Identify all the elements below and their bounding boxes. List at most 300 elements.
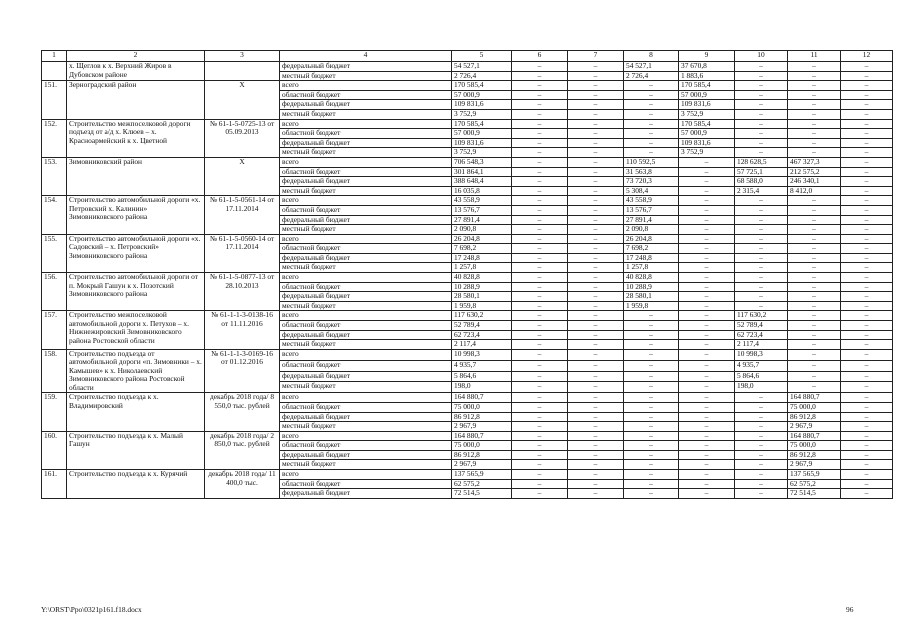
amount-cell: – (841, 109, 893, 119)
amount-cell: – (735, 129, 788, 139)
amount-cell: – (788, 81, 841, 91)
amount-cell: – (735, 100, 788, 110)
amount-cell: – (735, 71, 788, 81)
amount-cell: – (624, 360, 679, 371)
amount-cell: – (841, 441, 893, 451)
amount-cell: 164 880,7 (452, 393, 512, 403)
table-row (42, 273, 893, 283)
amount-cell: – (679, 470, 735, 480)
document-cell: декабрь 2018 года/ 2 850,0 тыс. рублей (205, 431, 280, 469)
amount-cell: 17 248,8 (624, 253, 679, 263)
amount-cell: – (788, 138, 841, 148)
amount-cell: – (679, 489, 735, 499)
funding-source-cell: федеральный бюджет (280, 253, 452, 263)
funding-source-cell: федеральный бюджет (280, 412, 452, 422)
object-name-cell: Зерноградский район (67, 81, 205, 119)
amount-cell: – (679, 321, 735, 331)
funding-source-cell: федеральный бюджет (280, 62, 452, 72)
amount-cell: – (735, 282, 788, 292)
amount-cell: – (512, 100, 568, 110)
amount-cell: – (841, 215, 893, 225)
amount-cell: – (841, 460, 893, 470)
amount-cell: – (841, 244, 893, 254)
amount-cell: – (788, 196, 841, 206)
amount-cell: 26 204,8 (452, 234, 512, 244)
amount-cell: – (568, 138, 624, 148)
funding-source-cell: местный бюджет (280, 340, 452, 350)
amount-cell: – (568, 330, 624, 340)
amount-cell: – (841, 263, 893, 273)
column-number-cell: 11 (788, 51, 841, 62)
footer-file-path: Y:\ORST\Ppo\0321p161.f18.docx (41, 605, 142, 614)
amount-cell: – (679, 292, 735, 302)
amount-cell: – (841, 450, 893, 460)
object-name-cell: Строительство подъезда от автомобильной дороги «п. Зимовники – х. Камышев» к х. Николаевский Зимовниковского района Ростовской области (67, 349, 205, 393)
table-row (42, 157, 893, 167)
amount-cell: – (624, 371, 679, 382)
funding-source-cell: всего (280, 234, 452, 244)
amount-cell: 2 967,9 (452, 460, 512, 470)
amount-cell: – (512, 301, 568, 311)
amount-cell: – (624, 330, 679, 340)
table-row (42, 349, 893, 360)
amount-cell: – (788, 205, 841, 215)
amount-cell: – (679, 479, 735, 489)
column-number-cell: 12 (841, 51, 893, 62)
document-cell: декабрь 2018 года/ 8 550,0 тыс. рублей (205, 393, 280, 431)
amount-cell: 110 592,5 (624, 157, 679, 167)
amount-cell: – (512, 119, 568, 129)
budget-table (41, 50, 893, 499)
funding-source-cell: федеральный бюджет (280, 138, 452, 148)
amount-cell: – (512, 244, 568, 254)
amount-cell: 13 576,7 (624, 205, 679, 215)
amount-cell: – (841, 234, 893, 244)
amount-cell: 40 828,8 (624, 273, 679, 283)
funding-source-cell: всего (280, 196, 452, 206)
table-row (42, 311, 893, 321)
column-number-cell: 6 (512, 51, 568, 62)
document-cell: № 61-1-5-0561-14 от 17.11.2014 (205, 196, 280, 234)
funding-source-cell: всего (280, 119, 452, 129)
amount-cell: – (679, 263, 735, 273)
amount-cell: – (624, 311, 679, 321)
amount-cell: 86 912,8 (452, 450, 512, 460)
amount-cell: – (735, 460, 788, 470)
amount-cell: – (841, 186, 893, 196)
amount-cell: 54 527,1 (452, 62, 512, 72)
amount-cell: – (735, 479, 788, 489)
amount-cell: – (735, 441, 788, 451)
amount-cell: 43 558,9 (624, 196, 679, 206)
amount-cell: 117 630,2 (452, 311, 512, 321)
amount-cell: – (568, 340, 624, 350)
amount-cell: – (624, 90, 679, 100)
amount-cell: – (512, 167, 568, 177)
amount-cell: – (568, 225, 624, 235)
document-cell: декабрь 2018 года/ 11 400,0 тыс. (205, 470, 280, 499)
column-number-cell: 4 (280, 51, 452, 62)
amount-cell: – (735, 148, 788, 158)
amount-cell: – (568, 177, 624, 187)
amount-cell: – (512, 148, 568, 158)
amount-cell: – (512, 81, 568, 91)
amount-cell: – (568, 90, 624, 100)
amount-cell: – (568, 431, 624, 441)
amount-cell: – (568, 205, 624, 215)
amount-cell: 137 565,9 (452, 470, 512, 480)
amount-cell: 17 248,8 (452, 253, 512, 263)
funding-source-cell: местный бюджет (280, 109, 452, 119)
amount-cell: – (679, 441, 735, 451)
funding-source-cell: федеральный бюджет (280, 100, 452, 110)
amount-cell: – (512, 321, 568, 331)
amount-cell: – (735, 253, 788, 263)
amount-cell: 128 628,5 (735, 157, 788, 167)
amount-cell: – (512, 422, 568, 432)
amount-cell: – (735, 119, 788, 129)
amount-cell: 10 998,3 (452, 349, 512, 360)
amount-cell: 62 723,4 (735, 330, 788, 340)
funding-source-cell: местный бюджет (280, 71, 452, 81)
amount-cell: – (735, 273, 788, 283)
amount-cell: – (512, 225, 568, 235)
amount-cell: – (568, 215, 624, 225)
funding-source-cell: всего (280, 273, 452, 283)
amount-cell: – (568, 273, 624, 283)
amount-cell: 57 000,9 (679, 90, 735, 100)
amount-cell: – (679, 340, 735, 350)
row-number-cell: 161. (42, 470, 67, 499)
funding-source-cell: областной бюджет (280, 441, 452, 451)
amount-cell: – (841, 360, 893, 371)
amount-cell: – (841, 311, 893, 321)
document-cell: Х (205, 157, 280, 195)
document-cell: № 61-1-5-0560-14 от 17.11.2014 (205, 234, 280, 272)
column-number-cell: 9 (679, 51, 735, 62)
amount-cell: – (735, 62, 788, 72)
amount-cell: 109 831,6 (452, 138, 512, 148)
object-name-cell: Строительство автомобильной дороги от п. Мокрый Гашун к х. Позотский Зимовниковского района (67, 273, 205, 311)
amount-cell: – (624, 441, 679, 451)
amount-cell: – (679, 177, 735, 187)
amount-cell: 52 789,4 (452, 321, 512, 331)
amount-cell: 2 967,9 (788, 460, 841, 470)
amount-cell: 5 308,4 (624, 186, 679, 196)
amount-cell: – (512, 340, 568, 350)
table-row (42, 393, 893, 403)
amount-cell: – (841, 330, 893, 340)
amount-cell: – (568, 196, 624, 206)
amount-cell: 62 575,2 (788, 479, 841, 489)
funding-source-cell: всего (280, 393, 452, 403)
amount-cell: – (788, 234, 841, 244)
amount-cell: 3 752,9 (679, 148, 735, 158)
amount-cell: – (679, 244, 735, 254)
amount-cell: 75 000,0 (452, 441, 512, 451)
amount-cell: – (568, 470, 624, 480)
amount-cell: – (788, 360, 841, 371)
amount-cell: 75 000,0 (788, 402, 841, 412)
amount-cell: – (679, 234, 735, 244)
amount-cell: – (841, 177, 893, 187)
amount-cell: – (568, 62, 624, 72)
amount-cell: – (841, 81, 893, 91)
amount-cell: 198,0 (735, 382, 788, 393)
amount-cell: – (568, 100, 624, 110)
amount-cell: 388 648,4 (452, 177, 512, 187)
amount-cell: 3 752,9 (452, 148, 512, 158)
row-number-cell: 152. (42, 119, 67, 157)
amount-cell: – (735, 263, 788, 273)
amount-cell: – (735, 244, 788, 254)
amount-cell: – (735, 489, 788, 499)
amount-cell: – (841, 349, 893, 360)
funding-source-cell: всего (280, 431, 452, 441)
amount-cell: 68 588,0 (735, 177, 788, 187)
amount-cell: – (624, 422, 679, 432)
funding-source-cell: областной бюджет (280, 244, 452, 254)
amount-cell: – (788, 129, 841, 139)
document-cell: № 61-1-5-0877-13 от 28.10.2013 (205, 273, 280, 311)
amount-cell: – (788, 148, 841, 158)
amount-cell: – (568, 489, 624, 499)
amount-cell: – (679, 205, 735, 215)
amount-cell: – (788, 100, 841, 110)
amount-cell: – (679, 215, 735, 225)
amount-cell: 86 912,8 (452, 412, 512, 422)
amount-cell: – (788, 244, 841, 254)
amount-cell: – (624, 412, 679, 422)
amount-cell: – (512, 470, 568, 480)
amount-cell: – (841, 371, 893, 382)
amount-cell: 13 576,7 (452, 205, 512, 215)
amount-cell: – (624, 382, 679, 393)
amount-cell: – (679, 330, 735, 340)
amount-cell: – (841, 119, 893, 129)
amount-cell: – (624, 470, 679, 480)
amount-cell: – (624, 393, 679, 403)
amount-cell: – (568, 349, 624, 360)
amount-cell: – (735, 301, 788, 311)
amount-cell: – (788, 301, 841, 311)
amount-cell: 109 831,6 (679, 100, 735, 110)
funding-source-cell: всего (280, 470, 452, 480)
amount-cell: – (735, 234, 788, 244)
amount-cell: – (512, 129, 568, 139)
amount-cell: 72 514,5 (452, 489, 512, 499)
amount-cell: 7 698,2 (624, 244, 679, 254)
amount-cell: 26 204,8 (624, 234, 679, 244)
amount-cell: – (841, 431, 893, 441)
amount-cell: – (512, 349, 568, 360)
amount-cell: – (512, 71, 568, 81)
amount-cell: – (735, 470, 788, 480)
funding-source-cell: федеральный бюджет (280, 292, 452, 302)
amount-cell: – (788, 382, 841, 393)
amount-cell: – (624, 148, 679, 158)
amount-cell: 2 967,9 (452, 422, 512, 432)
document-cell: № 61-1-1-3-0169-16 от 01.12.2016 (205, 349, 280, 393)
amount-cell: 164 880,7 (452, 431, 512, 441)
amount-cell: – (735, 109, 788, 119)
amount-cell: – (512, 412, 568, 422)
amount-cell: – (624, 450, 679, 460)
amount-cell: – (624, 460, 679, 470)
footer-page-number: 96 (846, 605, 854, 614)
amount-cell: 10 998,3 (735, 349, 788, 360)
amount-cell: 52 789,4 (735, 321, 788, 331)
table-row (42, 81, 893, 91)
amount-cell: – (841, 479, 893, 489)
amount-cell: – (568, 282, 624, 292)
amount-cell: – (679, 301, 735, 311)
amount-cell: – (788, 311, 841, 321)
amount-cell: – (512, 62, 568, 72)
funding-source-cell: федеральный бюджет (280, 177, 452, 187)
table-row (42, 234, 893, 244)
amount-cell: – (512, 205, 568, 215)
funding-source-cell: областной бюджет (280, 167, 452, 177)
amount-cell: – (679, 273, 735, 283)
amount-cell: – (624, 109, 679, 119)
amount-cell: – (735, 138, 788, 148)
amount-cell: 4 935,7 (735, 360, 788, 371)
amount-cell: 109 831,6 (679, 138, 735, 148)
amount-cell: 1 883,6 (679, 71, 735, 81)
funding-source-cell: местный бюджет (280, 263, 452, 273)
object-name-cell: Строительство подъезда к х. Владимировский (67, 393, 205, 431)
amount-cell: – (512, 186, 568, 196)
funding-source-cell: областной бюджет (280, 90, 452, 100)
amount-cell: – (568, 129, 624, 139)
amount-cell: – (841, 282, 893, 292)
amount-cell: – (735, 196, 788, 206)
amount-cell: – (512, 138, 568, 148)
row-number-cell: 156. (42, 273, 67, 311)
amount-cell: 72 514,5 (788, 489, 841, 499)
amount-cell: 27 891,4 (452, 215, 512, 225)
amount-cell: 117 630,2 (735, 311, 788, 321)
amount-cell: – (568, 422, 624, 432)
amount-cell: – (679, 422, 735, 432)
amount-cell: – (679, 253, 735, 263)
amount-cell: – (841, 470, 893, 480)
amount-cell: – (841, 138, 893, 148)
funding-source-cell: областной бюджет (280, 402, 452, 412)
amount-cell: – (568, 450, 624, 460)
amount-cell: – (624, 349, 679, 360)
funding-source-cell: федеральный бюджет (280, 450, 452, 460)
amount-cell: – (841, 148, 893, 158)
amount-cell: – (624, 489, 679, 499)
amount-cell: 2 117,4 (735, 340, 788, 350)
amount-cell: 1 257,8 (624, 263, 679, 273)
object-name-cell: Строительство подъезда к х. Курячий (67, 470, 205, 499)
amount-cell: – (735, 205, 788, 215)
amount-cell: – (788, 282, 841, 292)
amount-cell: – (841, 90, 893, 100)
amount-cell: – (568, 148, 624, 158)
document-cell: № 61-1-5-0725-13 от 05.09.2013 (205, 119, 280, 157)
amount-cell: 1 257,8 (452, 263, 512, 273)
amount-cell: – (512, 479, 568, 489)
amount-cell: – (679, 412, 735, 422)
amount-cell: – (735, 450, 788, 460)
amount-cell: – (841, 402, 893, 412)
amount-cell: – (512, 196, 568, 206)
amount-cell: 73 720,3 (624, 177, 679, 187)
amount-cell: – (568, 412, 624, 422)
amount-cell: – (624, 119, 679, 129)
amount-cell: – (841, 382, 893, 393)
amount-cell: 27 891,4 (624, 215, 679, 225)
document-cell: Х (205, 81, 280, 119)
funding-source-cell: всего (280, 349, 452, 360)
amount-cell: – (841, 157, 893, 167)
amount-cell: 170 585,4 (452, 119, 512, 129)
column-number-cell: 3 (205, 51, 280, 62)
amount-cell: – (512, 450, 568, 460)
amount-cell: – (568, 311, 624, 321)
amount-cell: – (568, 81, 624, 91)
amount-cell: – (568, 371, 624, 382)
funding-source-cell: областной бюджет (280, 321, 452, 331)
amount-cell: – (841, 253, 893, 263)
amount-cell: – (679, 382, 735, 393)
amount-cell: 10 288,9 (452, 282, 512, 292)
amount-cell: – (512, 109, 568, 119)
amount-cell: 109 831,6 (452, 100, 512, 110)
amount-cell: 37 670,8 (679, 62, 735, 72)
amount-cell: – (568, 402, 624, 412)
amount-cell: – (841, 167, 893, 177)
funding-source-cell: местный бюджет (280, 186, 452, 196)
amount-cell: – (679, 460, 735, 470)
row-number-cell: 155. (42, 234, 67, 272)
table-row (42, 470, 893, 480)
column-number-cell: 5 (452, 51, 512, 62)
amount-cell: – (841, 71, 893, 81)
funding-source-cell: областной бюджет (280, 360, 452, 371)
amount-cell: 212 575,2 (788, 167, 841, 177)
funding-source-cell: местный бюджет (280, 422, 452, 432)
amount-cell: 86 912,8 (788, 412, 841, 422)
amount-cell: – (679, 196, 735, 206)
amount-cell: – (679, 450, 735, 460)
amount-cell: – (568, 263, 624, 273)
amount-cell: – (568, 479, 624, 489)
amount-cell: 2 967,9 (788, 422, 841, 432)
column-number-cell: 7 (568, 51, 624, 62)
amount-cell: 2 726,4 (452, 71, 512, 81)
amount-cell: – (624, 402, 679, 412)
amount-cell: – (788, 225, 841, 235)
amount-cell: – (624, 129, 679, 139)
funding-source-cell: областной бюджет (280, 282, 452, 292)
amount-cell: – (841, 489, 893, 499)
amount-cell: – (512, 330, 568, 340)
amount-cell: – (841, 340, 893, 350)
amount-cell: – (788, 215, 841, 225)
amount-cell: – (788, 253, 841, 263)
amount-cell: – (624, 340, 679, 350)
amount-cell: – (679, 186, 735, 196)
amount-cell: 3 752,9 (679, 109, 735, 119)
amount-cell: – (568, 441, 624, 451)
amount-cell: – (841, 393, 893, 403)
amount-cell: – (512, 273, 568, 283)
